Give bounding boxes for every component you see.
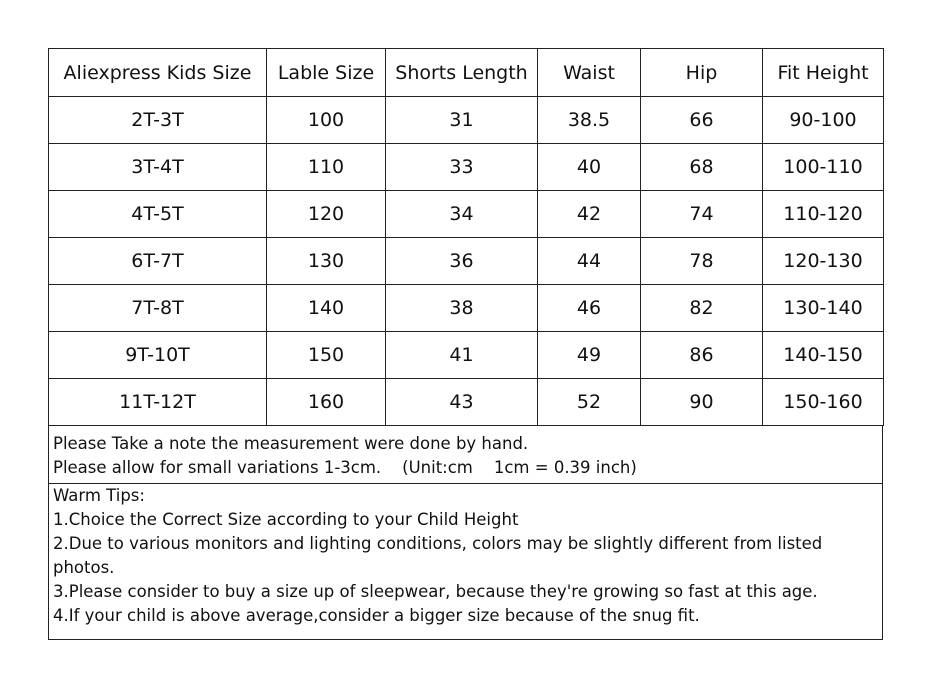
- header-label-size: Lable Size: [267, 49, 386, 97]
- note-line-hand-measured: Please Take a note the measurement were done by hand.: [53, 434, 529, 453]
- cell-label-size: 110: [267, 144, 386, 191]
- tip-item: 1.Choice the Correct Size according to your Child Height: [53, 510, 519, 529]
- size-chart: [48, 48, 883, 640]
- measurement-note: [48, 426, 883, 484]
- cell-fit-height: 130-140: [763, 285, 884, 332]
- cell-hip: 78: [641, 238, 763, 285]
- tip-item: 4.If your child is above average,consider a bigger size because of the snug fit.: [53, 606, 700, 625]
- warm-tips: [48, 484, 883, 640]
- cell-hip: 66: [641, 97, 763, 144]
- table-header-row: [49, 49, 884, 97]
- cell-waist: 44: [538, 238, 641, 285]
- cell-shorts-length: 38: [386, 285, 538, 332]
- cell-kids-size: 2T-3T: [49, 97, 267, 144]
- table-row: [49, 144, 884, 191]
- table-row: [49, 285, 884, 332]
- cell-kids-size: 11T-12T: [49, 379, 267, 426]
- cell-fit-height: 120-130: [763, 238, 884, 285]
- cell-fit-height: 150-160: [763, 379, 884, 426]
- cell-hip: 90: [641, 379, 763, 426]
- header-fit-height: Fit Height: [763, 49, 884, 97]
- cell-kids-size: 4T-5T: [49, 191, 267, 238]
- table-row: [49, 332, 884, 379]
- cell-waist: 40: [538, 144, 641, 191]
- cell-waist: 49: [538, 332, 641, 379]
- cell-label-size: 100: [267, 97, 386, 144]
- cell-fit-height: 140-150: [763, 332, 884, 379]
- cell-hip: 82: [641, 285, 763, 332]
- cell-waist: 42: [538, 191, 641, 238]
- table-row: [49, 97, 884, 144]
- cell-hip: 86: [641, 332, 763, 379]
- cell-waist: 38.5: [538, 97, 641, 144]
- cell-kids-size: 9T-10T: [49, 332, 267, 379]
- warm-tips-title: Warm Tips:: [53, 486, 145, 505]
- tip-item: 2.Due to various monitors and lighting conditions, colors may be slightly different from listed photos.: [53, 534, 828, 577]
- header-hip: Hip: [641, 49, 763, 97]
- header-waist: Waist: [538, 49, 641, 97]
- cell-fit-height: 100-110: [763, 144, 884, 191]
- cell-label-size: 140: [267, 285, 386, 332]
- cell-waist: 46: [538, 285, 641, 332]
- cell-hip: 68: [641, 144, 763, 191]
- cell-label-size: 130: [267, 238, 386, 285]
- cell-fit-height: 110-120: [763, 191, 884, 238]
- cell-shorts-length: 41: [386, 332, 538, 379]
- cell-hip: 74: [641, 191, 763, 238]
- note-line-variations: Please allow for small variations 1-3cm. (Unit:cm 1cm = 0.39 inch): [53, 458, 637, 477]
- cell-shorts-length: 36: [386, 238, 538, 285]
- cell-label-size: 160: [267, 379, 386, 426]
- cell-kids-size: 7T-8T: [49, 285, 267, 332]
- table-row: [49, 191, 884, 238]
- table-row: [49, 238, 884, 285]
- cell-shorts-length: 33: [386, 144, 538, 191]
- cell-fit-height: 90-100: [763, 97, 884, 144]
- table-row: [49, 379, 884, 426]
- cell-kids-size: 3T-4T: [49, 144, 267, 191]
- header-shorts-length: Shorts Length: [386, 49, 538, 97]
- size-table: [48, 48, 884, 426]
- cell-label-size: 120: [267, 191, 386, 238]
- cell-shorts-length: 34: [386, 191, 538, 238]
- cell-waist: 52: [538, 379, 641, 426]
- cell-shorts-length: 43: [386, 379, 538, 426]
- cell-label-size: 150: [267, 332, 386, 379]
- cell-kids-size: 6T-7T: [49, 238, 267, 285]
- tip-item: 3.Please consider to buy a size up of sleepwear, because they're growing so fast at this age.: [53, 582, 818, 601]
- header-aliexpress-kids-size: Aliexpress Kids Size: [49, 49, 267, 97]
- cell-shorts-length: 31: [386, 97, 538, 144]
